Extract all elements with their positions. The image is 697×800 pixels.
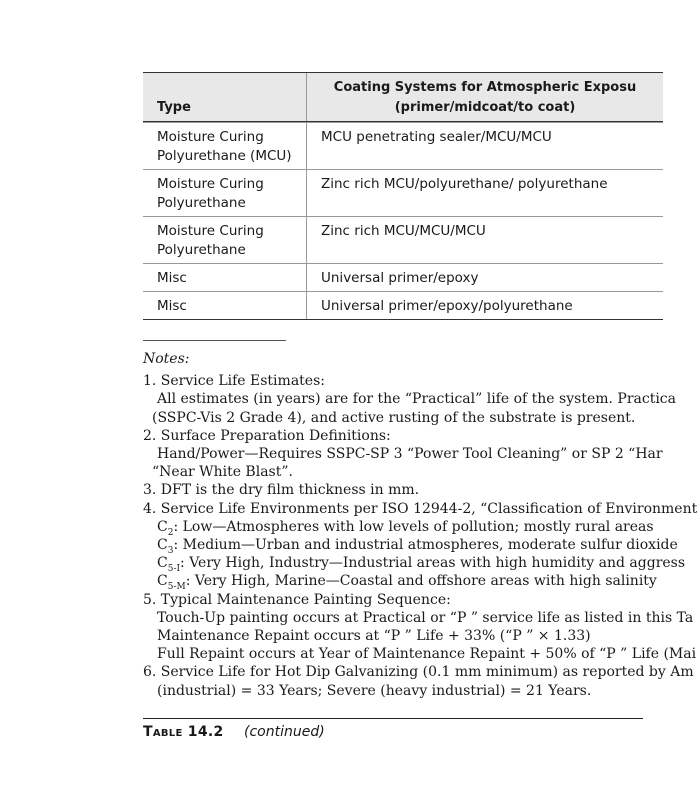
cell-type-line1: Misc bbox=[157, 270, 187, 286]
note-5-line: Full Repaint occurs at Year of Maintenance Repaint + 50% of “P ” Life (Mai bbox=[157, 646, 697, 663]
notes-divider bbox=[143, 340, 286, 341]
cell-coating: Universal primer/epoxy bbox=[321, 270, 479, 286]
note-2-line: Hand/Power—Requires SSPC-SP 3 “Power Tool Cleaning” or SP 2 “Har bbox=[157, 446, 663, 463]
table-row bbox=[143, 291, 663, 319]
cell-type bbox=[143, 264, 307, 291]
cell-type-line2: Polyurethane (MCU) bbox=[157, 148, 292, 164]
cell-type bbox=[143, 123, 307, 169]
cell-type-line1: Misc bbox=[157, 298, 187, 314]
note-3: 3. DFT is the dry film thickness in mm. bbox=[143, 482, 420, 499]
cell-coating: Universal primer/epoxy/polyurethane bbox=[321, 298, 573, 314]
notes-section bbox=[143, 350, 697, 700]
note-2-line: “Near White Blast”. bbox=[152, 464, 293, 481]
header-type: Type bbox=[143, 73, 307, 121]
table-row bbox=[143, 263, 663, 291]
note-4-c5m: $C_{5-M}$: Very High, Marine—Coastal and offshore areas with high salinity bbox=[157, 573, 657, 593]
cell-type-line2: Polyurethane bbox=[157, 242, 246, 258]
header-coating-line2: (primer/midcoat/to coat) bbox=[394, 100, 576, 115]
note-1-line: (SSPC-Vis 2 Grade 4), and active rusting of the substrate is present. bbox=[152, 409, 636, 426]
note-6-line: 6. Service Life for Hot Dip Galvanizing (0.1 mm minimum) as reported by Am bbox=[143, 664, 694, 681]
note-1-line: All estimates (in years) are for the “Practical” life of the system. Practica bbox=[157, 391, 676, 408]
note-4-c2: $C_2$: Low—Atmospheres with low levels of pollution; mostly rural areas bbox=[157, 518, 654, 538]
table-row bbox=[143, 216, 663, 263]
cell-type-line1: Moisture Curing bbox=[157, 129, 264, 145]
note-2-heading: 2. Surface Preparation Definitions: bbox=[143, 427, 391, 444]
cell-coating: MCU penetrating sealer/MCU/MCU bbox=[321, 129, 552, 145]
cell-type bbox=[143, 292, 307, 319]
note-4-heading: 4. Service Life Environments per ISO 12944-2, “Classification of Environment bbox=[143, 500, 697, 517]
cell-coating: Zinc rich MCU/MCU/MCU bbox=[321, 223, 486, 239]
cell-type bbox=[143, 170, 307, 216]
caption-rule bbox=[143, 718, 643, 719]
header-coating-systems bbox=[307, 73, 663, 121]
table-header bbox=[143, 73, 663, 122]
note-6-line: (industrial) = 33 Years; Severe (heavy industrial) = 21 Years. bbox=[157, 682, 592, 699]
note-5-line: Maintenance Repaint occurs at “P ” Life + 33% (“P ” × 1.33) bbox=[157, 628, 591, 645]
cell-coating: Zinc rich MCU/polyurethane/ polyurethane bbox=[321, 176, 608, 192]
cell-type bbox=[143, 217, 307, 263]
note-5-heading: 5. Typical Maintenance Painting Sequence: bbox=[143, 591, 451, 608]
caption-label: Table 14.2 bbox=[143, 724, 224, 740]
table-caption bbox=[143, 724, 325, 740]
notes-title: Notes: bbox=[143, 351, 190, 367]
cell-type-line1: Moisture Curing bbox=[157, 223, 264, 239]
note-4-c5i: $C_{5-I}$: Very High, Industry—Industrial areas with high humidity and aggress bbox=[157, 555, 686, 575]
table-row bbox=[143, 122, 663, 169]
note-4-c3: $C_3$: Medium—Urban and industrial atmospheres, moderate sulfur dioxide bbox=[157, 537, 678, 556]
cell-type-line1: Moisture Curing bbox=[157, 176, 264, 192]
caption-continued: (continued) bbox=[243, 724, 325, 740]
note-5-line: Touch-Up painting occurs at Practical or “P ” service life as listed in this Ta bbox=[157, 609, 694, 626]
table-row bbox=[143, 169, 663, 216]
coating-systems-table bbox=[143, 72, 663, 320]
header-coating-line1: Coating Systems for Atmospheric Exposu bbox=[333, 80, 637, 95]
cell-type-line2: Polyurethane bbox=[157, 195, 246, 211]
note-1-heading: 1. Service Life Estimates: bbox=[143, 373, 325, 390]
